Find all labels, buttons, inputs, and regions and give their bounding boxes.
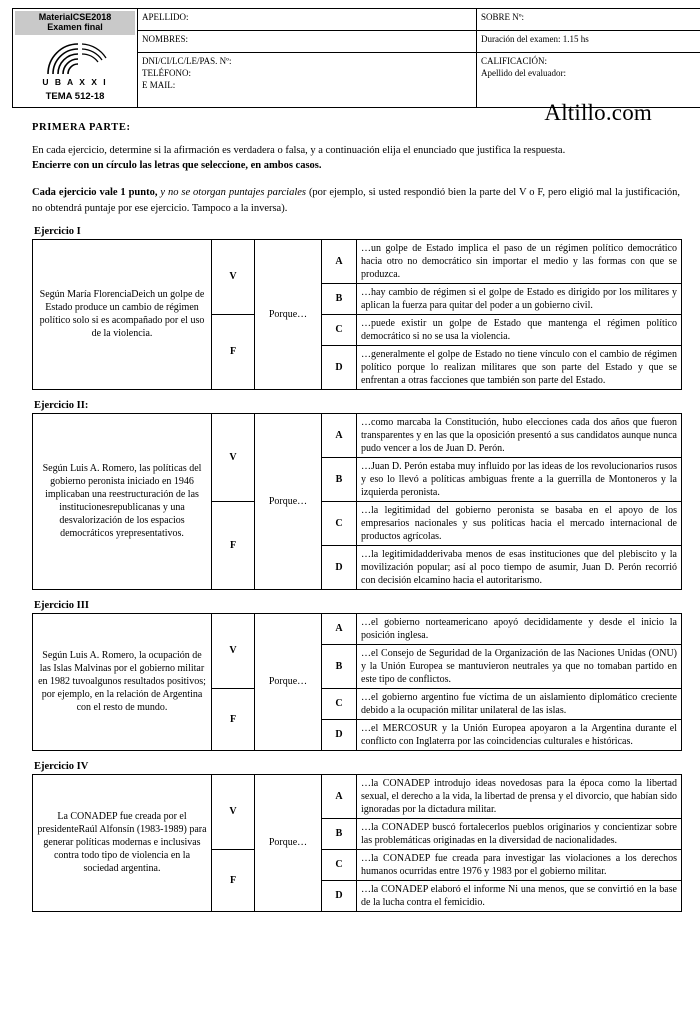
exercise-table-3	[32, 613, 682, 751]
option-letter-3b[interactable]: B	[322, 644, 357, 688]
exercise-title-4: Ejercicio IV	[34, 760, 89, 772]
porque-label-3: Porque…	[255, 613, 322, 750]
statement-2: Según Luis A. Romero, las políticas del gobierno peronista iniciado en 1946 implicaban una reestructuración de las institucionesrepublicanas y una desvalorización de los espacios democráticos yrepresentativos.	[33, 413, 212, 589]
exercise-title-3: Ejercicio III	[34, 599, 89, 611]
duracion-field: Duración del examen: 1.15 hs	[477, 31, 700, 53]
dni-telefono-email-field[interactable]	[138, 53, 477, 108]
option-letter-1a[interactable]: A	[322, 239, 357, 283]
statement-3: Según Luis A. Romero, la ocupación de las Islas Malvinas por el gobierno militar en 1982 tuvoalgunos resultados positivos; por ejemplo, en la relación de Argentina con el resto de mundo.	[33, 613, 212, 750]
nombres-field[interactable]: NOMBRES:	[138, 31, 477, 53]
exercise-title-2: Ejercicio II:	[34, 399, 89, 411]
dni-label: DNI/CI/LC/LE/PAS. Nº:	[142, 56, 232, 66]
option-text-4c[interactable]: …la CONADEP fue creada para investigar las violaciones a los derechos humanos ocurridas entre 1976 y 1983 por el gobierno militar.	[357, 849, 682, 880]
intro-text-2-rest: (por ejemplo, si usted respondió bien la parte del V o F, pero eligió mal la justificación, no obtendrá puntaje por ese ejercicio. Tampoco a la inversa).	[32, 187, 681, 214]
email-label: E MAIL:	[142, 80, 176, 91]
intro-paragraph-2	[32, 185, 680, 215]
telefono-label: TELÉFONO:	[142, 68, 191, 79]
material-label: MaterialCSE2018	[38, 12, 112, 22]
calificacion-label: CALIFICACIÓN:	[481, 56, 548, 66]
porque-label-1: Porque…	[255, 239, 322, 389]
sobre-field[interactable]: SOBRE Nº:	[477, 9, 700, 31]
intro-text-1-bold: Encierre con un círculo las letras que seleccione, en ambos casos.	[32, 160, 322, 172]
option-v-2[interactable]: V	[212, 413, 255, 501]
option-text-4a[interactable]: …la CONADEP introdujo ideas novedosas para la época como la libertad sexual, el derecho a la vida, la libertad de prensa y el divorcio, que habían sido ignoradas por la dictadura militar.	[357, 774, 682, 818]
option-text-1b[interactable]: …hay cambio de régimen si el golpe de Estado es dirigido por los militares y aplican la fuerza para quitar del poder a un gobierno civil.	[357, 283, 682, 314]
option-letter-4c[interactable]: C	[322, 849, 357, 880]
option-letter-2a[interactable]: A	[322, 413, 357, 457]
option-text-1a[interactable]: …un golpe de Estado implica el paso de un régimen político democrático hacia otro no democrático sin importar el medio y las formas con que se produzca.	[357, 239, 682, 283]
option-letter-2d[interactable]: D	[322, 545, 357, 589]
option-text-2a[interactable]: …como marcaba la Constitución, hubo elecciones cada dos años que fueron transparentes y en las que la oposición presentó a sus candidatos aunque nunca pudo vencer a los de Juan D. Perón.	[357, 413, 682, 457]
option-text-3c[interactable]: …el gobierno argentino fue víctima de un aislamiento diplomático creciente debido a la ocupación militar unilateral de las islas.	[357, 688, 682, 719]
option-text-1d[interactable]: …generalmente el golpe de Estado no tiene vínculo con el cambio de régimen político porque lo realizan militares que son parte del Estado y que se enfrentan a otras facciones que también son parte del Estado.	[357, 345, 682, 389]
porque-label-4: Porque…	[255, 774, 322, 911]
exercise-table-2	[32, 413, 682, 590]
intro-text-1: En cada ejercicio, determine si la afirmación es verdadera o falsa, y a continuación elija el enunciado que justifica la respuesta.	[32, 144, 566, 156]
option-f-3[interactable]: F	[212, 688, 255, 750]
statement-4: La CONADEP fue creada por el presidenteRaúl Alfonsín (1983-1989) para generar políticas modernas e inclusivas contra todo tipo de violencia en la sociedad argentina.	[33, 774, 212, 911]
statement-1: Según María FlorenciaDeich un golpe de Estado produce un cambio de régimen político solo si es acompañado por el uso de la violencia.	[33, 239, 212, 389]
option-letter-4d[interactable]: D	[322, 880, 357, 911]
option-letter-2b[interactable]: B	[322, 457, 357, 501]
exercise-block-2	[32, 400, 682, 590]
exercise-block-4	[32, 761, 682, 912]
exercise-table-4	[32, 774, 682, 912]
exercise-block-3	[32, 600, 682, 751]
option-text-3a[interactable]: …el gobierno norteamericano apoyó decididamente y desde el inicio la posición inglesa.	[357, 613, 682, 644]
option-text-4b[interactable]: …la CONADEP buscó fortalecerlos pueblos originarios y concientizar sobre las problemáticas originadas en la diversidad de nacionalidades.	[357, 818, 682, 849]
option-f-4[interactable]: F	[212, 849, 255, 911]
option-letter-3a[interactable]: A	[322, 613, 357, 644]
intro-text-2-italic: y no se otorgan puntajes parciales	[160, 187, 307, 199]
page-title: PRIMERA PARTE:	[32, 121, 131, 133]
intro-paragraph-1	[32, 143, 680, 173]
evaluador-label: Apellido del evaluador:	[481, 68, 566, 79]
option-text-2d[interactable]: …la legitimidadderivaba menos de esas instituciones que del plebiscito y la movilización popular; así al poco tiempo de asumir, Juan D. Perón recorrió con decisión elcamino hacia el autoritarismo.	[357, 545, 682, 589]
option-text-3b[interactable]: …el Consejo de Seguridad de la Organización de las Naciones Unidas (ONU) y la Unión Europea se mantuvieron neutrales ya que no tomaban partido en este tipo de conflictos.	[357, 644, 682, 688]
option-text-1c[interactable]: …puede existir un golpe de Estado que mantenga el régimen político democrático si no se usa la violencia.	[357, 314, 682, 345]
porque-label-2: Porque…	[255, 413, 322, 589]
exam-label: Examen final	[47, 22, 103, 33]
option-letter-3c[interactable]: C	[322, 688, 357, 719]
intro-text-2-bold: Cada ejercicio vale 1 punto,	[32, 187, 158, 199]
option-letter-3d[interactable]: D	[322, 719, 357, 750]
option-letter-4b[interactable]: B	[322, 818, 357, 849]
tema-label: TEMA 512-18	[45, 91, 105, 103]
logo-title-block	[15, 11, 135, 35]
option-text-3d[interactable]: …el MERCOSUR y la Unión Europea apoyaron a la Argentina durante el conflicto con Inglaterra por las coincidencias culturales e históricas.	[357, 719, 682, 750]
option-text-2b[interactable]: …Juan D. Perón estaba muy influido por las ideas de los revolucionarios rusos y eso lo llevó a políticas ambiguas frente a la guerrilla de Montoneros y la izquierda peronista.	[357, 457, 682, 501]
option-letter-4a[interactable]: A	[322, 774, 357, 818]
watermark: Altillo.com	[544, 100, 652, 125]
exercise-table-1	[32, 239, 682, 390]
exercise-title-1: Ejercicio I	[34, 225, 81, 237]
option-f-1[interactable]: F	[212, 314, 255, 389]
option-text-4d[interactable]: …la CONADEP elaboró el informe Ni una menos, que se convirtió en la base de la lucha contra el femicidio.	[357, 880, 682, 911]
option-letter-1b[interactable]: B	[322, 283, 357, 314]
option-v-4[interactable]: V	[212, 774, 255, 849]
uba-text: U B A X X I	[42, 76, 108, 87]
option-letter-2c[interactable]: C	[322, 501, 357, 545]
intro-section	[32, 122, 680, 216]
option-f-2[interactable]: F	[212, 501, 255, 589]
exercise-block-1	[32, 226, 682, 390]
option-text-2c[interactable]: …la legitimidad del gobierno peronista se basaba en el apoyo de los empresarios nacionales y sus políticas hacia el mercado internacional de productos agrícolas.	[357, 501, 682, 545]
option-letter-1d[interactable]: D	[322, 345, 357, 389]
option-letter-1c[interactable]: C	[322, 314, 357, 345]
header-table	[12, 8, 700, 108]
apellido-field[interactable]: APELLIDO:	[138, 9, 477, 31]
option-v-3[interactable]: V	[212, 613, 255, 688]
uba-logo-icon	[15, 36, 135, 76]
option-v-1[interactable]: V	[212, 239, 255, 314]
logo-cell	[13, 9, 138, 108]
